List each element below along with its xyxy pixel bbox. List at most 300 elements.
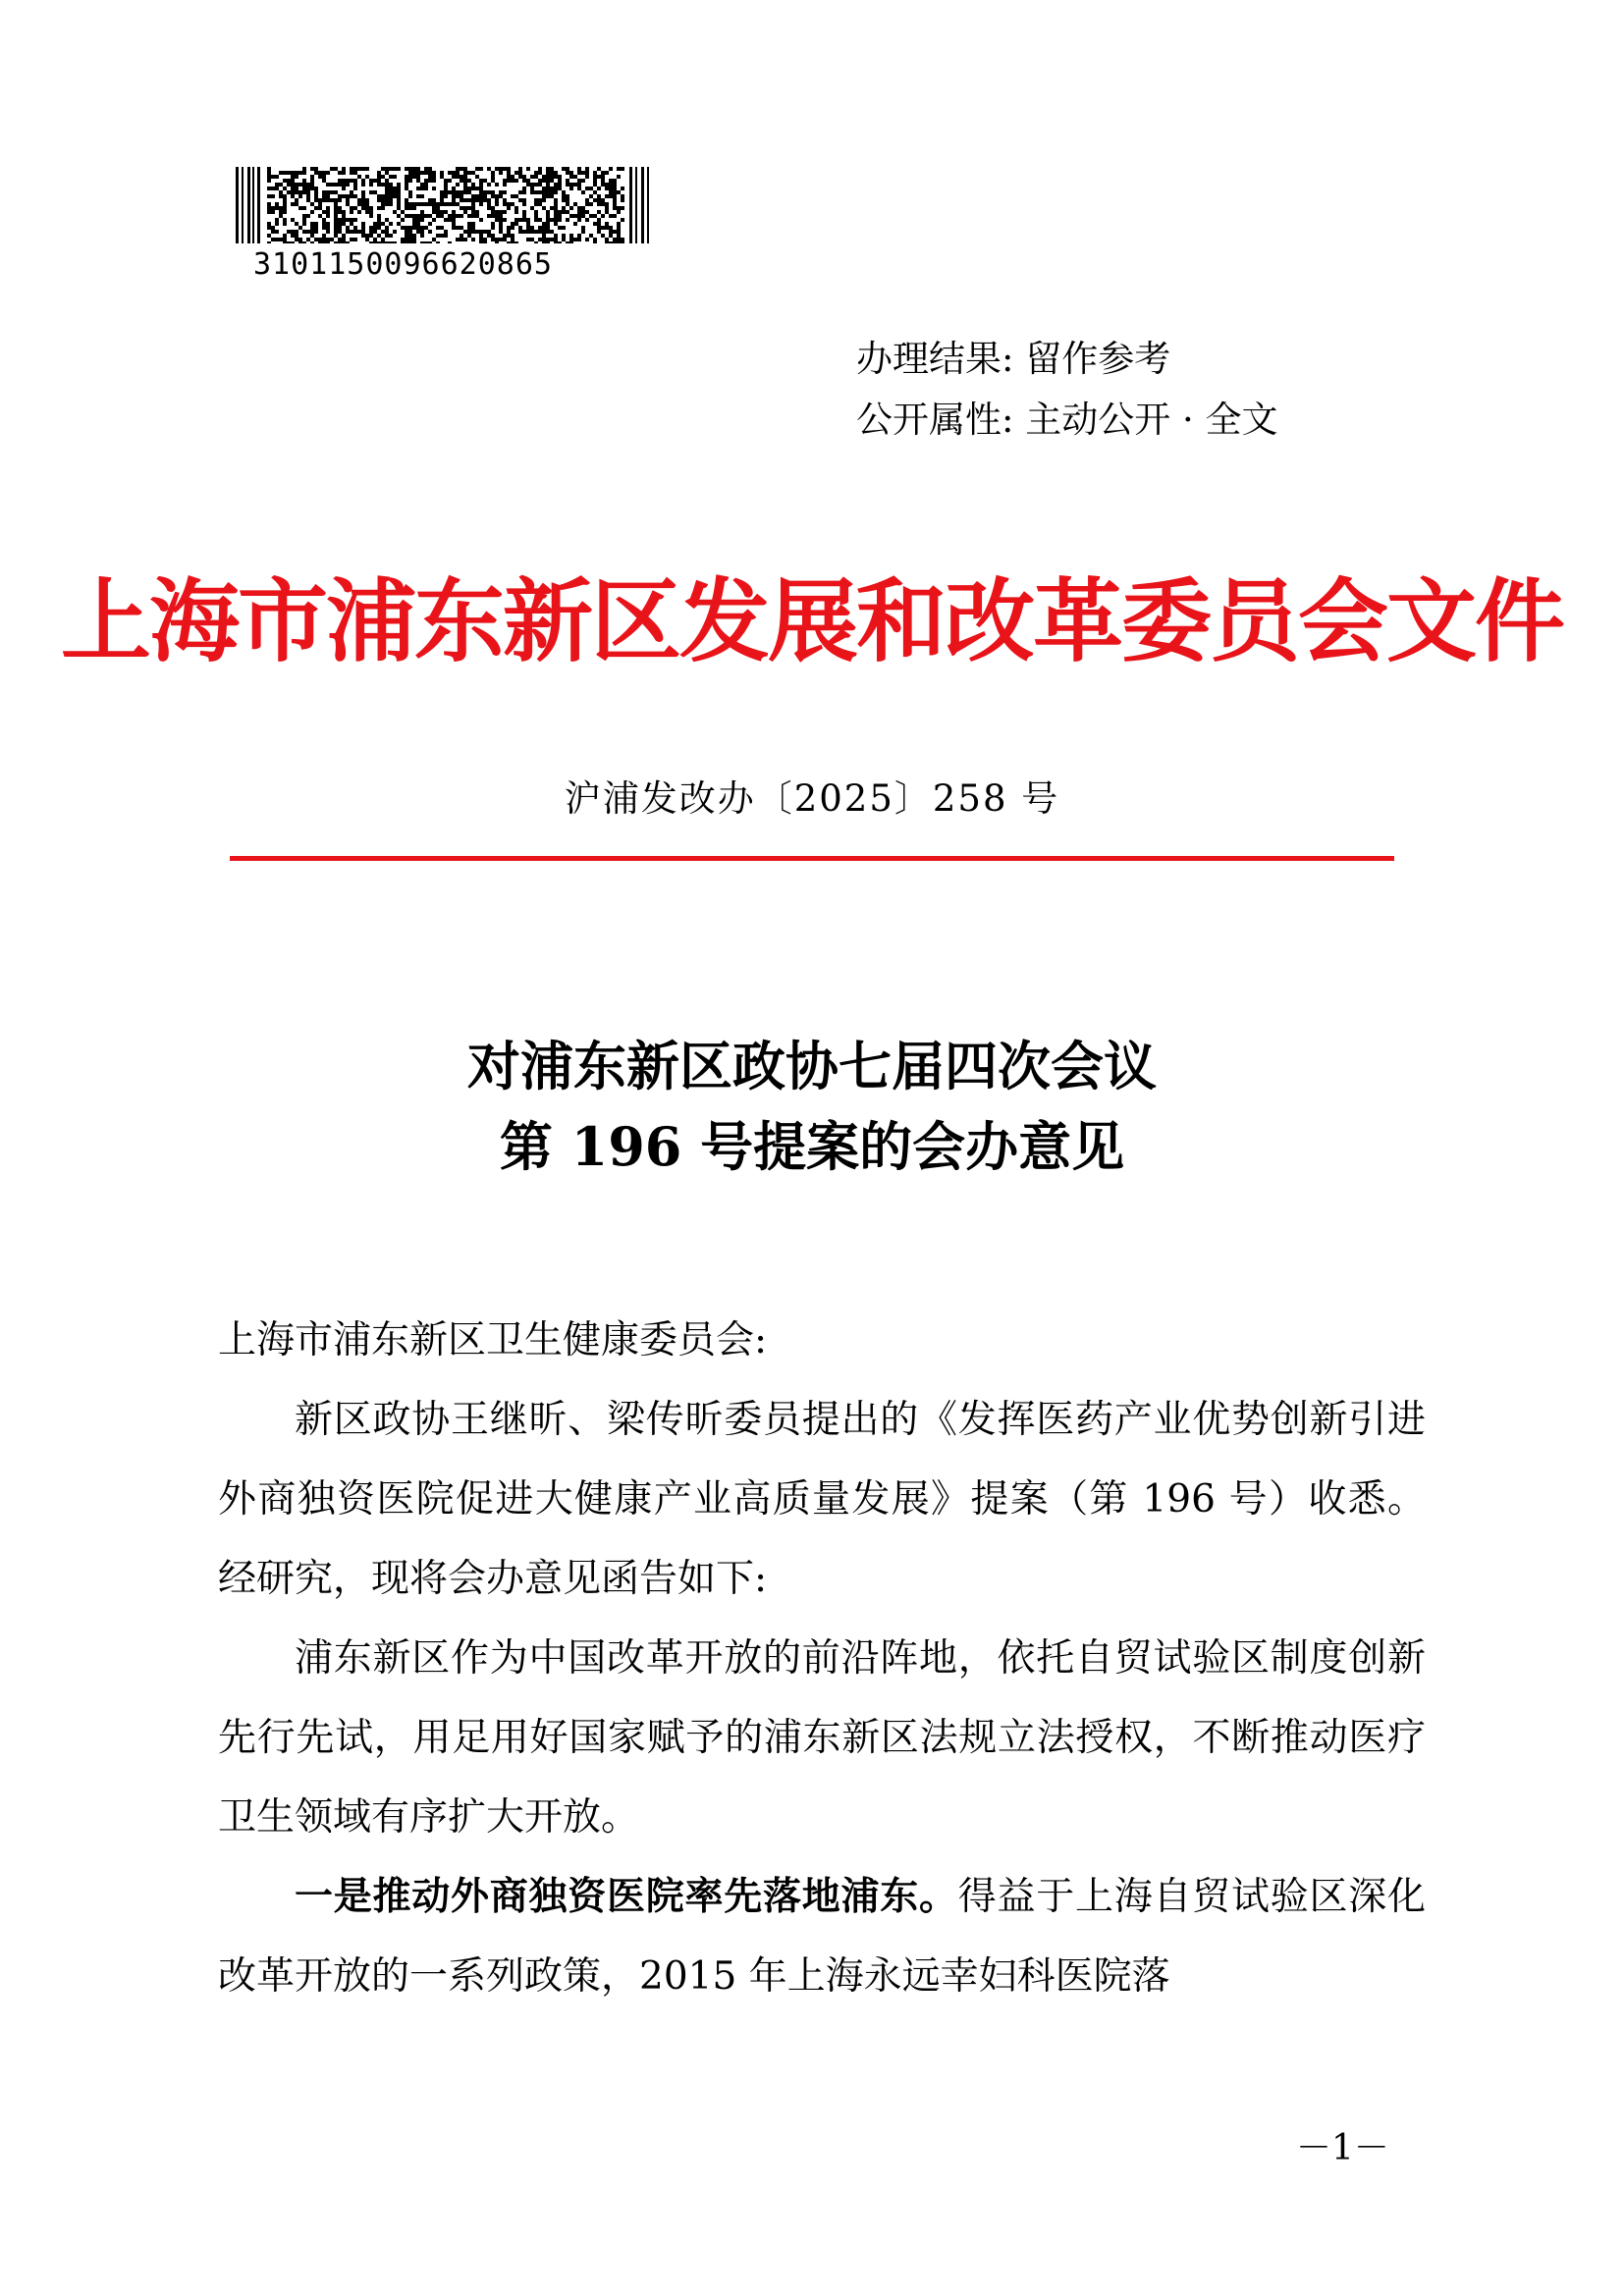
barcode-cell [577, 183, 581, 187]
barcode-cell [546, 210, 550, 214]
barcode-cell [573, 222, 577, 226]
barcode-cell [530, 183, 534, 187]
barcode-cell [318, 175, 322, 179]
barcode-cell [314, 171, 318, 175]
barcode-cell [467, 214, 471, 218]
barcode-cell [613, 187, 617, 190]
barcode-cell [377, 198, 381, 202]
barcode-cell [314, 198, 318, 202]
barcode-cell [310, 175, 314, 179]
barcode-cell [357, 202, 361, 206]
barcode-cell [562, 190, 566, 194]
barcode-cell [530, 238, 534, 241]
barcode-guard-bar [641, 167, 644, 243]
barcode-cell [452, 218, 456, 222]
barcode-cell [621, 206, 624, 210]
barcode-cell [275, 183, 279, 187]
barcode-cell [613, 206, 617, 210]
barcode-cell [518, 175, 522, 179]
barcode-cell [546, 190, 550, 194]
barcode-cell [601, 234, 605, 238]
barcode-cell [526, 183, 530, 187]
barcode-cell [463, 187, 467, 190]
barcode-cell [408, 241, 412, 243]
barcode-cell [526, 226, 530, 230]
barcode-cell [350, 190, 353, 194]
barcode-cell [609, 179, 613, 183]
barcode-cell [322, 210, 326, 214]
barcode-cell [463, 179, 467, 183]
barcode-guard-bar [635, 167, 637, 243]
barcode-cell [518, 218, 522, 222]
barcode-cell [420, 234, 424, 238]
barcode-cell [444, 210, 448, 214]
barcode-cell [495, 202, 499, 206]
barcode-cell [597, 222, 601, 226]
barcode-cell [420, 214, 424, 218]
barcode-cell [408, 214, 412, 218]
barcode-cell [562, 226, 566, 230]
barcode-cell [452, 171, 456, 175]
barcode-cell [365, 202, 369, 206]
barcode-cell [566, 194, 569, 198]
barcode-cell [546, 230, 550, 234]
barcode-cell [428, 202, 432, 206]
barcode-cell [424, 226, 428, 230]
barcode-cell [566, 198, 569, 202]
barcode-cell [562, 238, 566, 241]
barcode-cell [338, 230, 342, 234]
barcode-cell [287, 190, 291, 194]
barcode-cell [467, 187, 471, 190]
barcode-cell [334, 183, 338, 187]
barcode-cell [601, 183, 605, 187]
barcode-cell [436, 226, 440, 230]
barcode-cell [428, 198, 432, 202]
barcode-cell [605, 202, 609, 206]
barcode-cell [503, 167, 507, 171]
barcode-cell [275, 206, 279, 210]
barcode-cell [267, 187, 271, 190]
barcode-cell [585, 210, 589, 214]
barcode-cell [385, 167, 389, 171]
barcode-cell [287, 230, 291, 234]
barcode-cell [538, 190, 542, 194]
barcode-cell [405, 202, 408, 206]
barcode-cell [342, 218, 346, 222]
barcode-cell [487, 230, 491, 234]
barcode-cell [385, 194, 389, 198]
barcode-cell [420, 202, 424, 206]
barcode-cell [511, 241, 514, 243]
barcode-cell [518, 190, 522, 194]
barcode-cell [302, 206, 306, 210]
barcode-guard-bar [252, 167, 254, 243]
barcode-cell [554, 238, 558, 241]
barcode-cell [361, 206, 365, 210]
barcode-cell [338, 241, 342, 243]
barcode-cell [444, 179, 448, 183]
barcode-cell [353, 171, 357, 175]
barcode-cell [609, 214, 613, 218]
barcode-cell [514, 218, 518, 222]
barcode-cell [397, 167, 401, 171]
barcode-cell [467, 206, 471, 210]
barcode-cell [511, 226, 514, 230]
barcode-cell [302, 241, 306, 243]
salutation: 上海市浦东新区卫生健康委员会: [218, 1318, 768, 1362]
barcode-cell [534, 202, 538, 206]
barcode-cell [617, 241, 621, 243]
barcode-cell [499, 210, 503, 214]
barcode-cell [346, 241, 350, 243]
barcode-cell [397, 190, 401, 194]
barcode-cell [573, 238, 577, 241]
barcode-cell [330, 238, 334, 241]
barcode-cell [393, 210, 397, 214]
barcode-cell [408, 175, 412, 179]
barcode-cell [361, 194, 365, 198]
barcode-cell [593, 214, 597, 218]
barcode-cell [554, 198, 558, 202]
barcode-cell [338, 194, 342, 198]
barcode-cell [334, 206, 338, 210]
barcode-cell [416, 230, 420, 234]
barcode-cell [577, 179, 581, 183]
barcode-cell [373, 238, 377, 241]
barcode-cell [463, 171, 467, 175]
barcode-cell [471, 202, 475, 206]
barcode-cell [428, 222, 432, 226]
barcode-cell [267, 167, 271, 171]
barcode-cell [416, 218, 420, 222]
barcode-cell [467, 171, 471, 175]
barcode-cell [298, 226, 302, 230]
barcode-cell [617, 230, 621, 234]
barcode-cell [342, 179, 346, 183]
barcode-cell [577, 218, 581, 222]
barcode-cell [334, 230, 338, 234]
barcode-cell [597, 187, 601, 190]
barcode-cell [318, 171, 322, 175]
barcode-cell [267, 206, 271, 210]
barcode-cell [511, 194, 514, 198]
barcode-cell [310, 222, 314, 226]
barcode-cell [479, 234, 483, 238]
barcode-cell [381, 202, 385, 206]
barcode-cell [412, 222, 416, 226]
barcode-cell [412, 241, 416, 243]
barcode-cell [562, 167, 566, 171]
barcode-cell [424, 179, 428, 183]
barcode-cell [314, 238, 318, 241]
barcode-cell [585, 198, 589, 202]
barcode-cell [361, 222, 365, 226]
barcode-cell [436, 241, 440, 243]
barcode-cell [377, 214, 381, 218]
barcode-cell [499, 238, 503, 241]
barcode-cell [601, 179, 605, 183]
barcode-cell [279, 238, 283, 241]
barcode-cell [424, 214, 428, 218]
barcode-cell [346, 202, 350, 206]
barcode-cell [499, 222, 503, 226]
barcode-cell [475, 198, 479, 202]
barcode-cell [365, 206, 369, 210]
barcode-cell [546, 183, 550, 187]
barcode-cell [365, 175, 369, 179]
barcode-cell [550, 187, 554, 190]
barcode-cell [412, 214, 416, 218]
barcode-cell [597, 194, 601, 198]
barcode-cell [621, 218, 624, 222]
barcode-cell [271, 210, 275, 214]
barcode-cell [381, 206, 385, 210]
barcode-cell [467, 198, 471, 202]
barcode-cell [491, 175, 495, 179]
barcode-cell [593, 238, 597, 241]
barcode-cell [267, 241, 271, 243]
barcode-cell [460, 206, 463, 210]
barcode-cell [601, 214, 605, 218]
barcode-cell [432, 187, 436, 190]
barcode-cell [306, 198, 310, 202]
barcode-cell [428, 175, 432, 179]
barcode-cell [538, 179, 542, 183]
barcode-cell [463, 190, 467, 194]
barcode-cell [613, 241, 617, 243]
barcode-cell [550, 238, 554, 241]
barcode-cell [550, 230, 554, 234]
barcode-cell [550, 175, 554, 179]
barcode-cell [397, 202, 401, 206]
barcode-cell [283, 198, 287, 202]
barcode-cell [605, 226, 609, 230]
barcode-cell [499, 214, 503, 218]
barcode-cell [314, 222, 318, 226]
barcode-cell [507, 206, 511, 210]
barcode-cell [530, 175, 534, 179]
barcode-cell [275, 230, 279, 234]
barcode-cell [381, 183, 385, 187]
barcode-cell [456, 194, 460, 198]
barcode-cell [267, 171, 271, 175]
barcode-cell [542, 175, 546, 179]
barcode-cell [440, 175, 444, 179]
barcode-cell [507, 179, 511, 183]
barcode-cell [487, 183, 491, 187]
barcode-cell [463, 183, 467, 187]
barcode-graphic [236, 167, 653, 243]
barcode-cell [534, 214, 538, 218]
barcode-cell [342, 214, 346, 218]
barcode-cell [597, 210, 601, 214]
barcode-cell [538, 202, 542, 206]
barcode-cell [318, 241, 322, 243]
barcode-cell [295, 171, 298, 175]
barcode-cell [440, 202, 444, 206]
barcode-cell [408, 202, 412, 206]
barcode-cell [507, 175, 511, 179]
barcode-cell [460, 238, 463, 241]
barcode-cell [298, 241, 302, 243]
barcode-cell [491, 179, 495, 183]
barcode-cell [530, 187, 534, 190]
barcode-cell [479, 230, 483, 234]
barcode-cell [432, 179, 436, 183]
barcode-cell [444, 194, 448, 198]
barcode-cell [385, 179, 389, 183]
barcode-cell [597, 198, 601, 202]
barcode-cell [369, 179, 373, 183]
barcode-cell [613, 183, 617, 187]
barcode-cell [298, 238, 302, 241]
barcode-cell [416, 222, 420, 226]
barcode-cell [397, 198, 401, 202]
barcode-cell [554, 183, 558, 187]
document-number: 沪浦发改办〔2025〕258 号 [564, 777, 1060, 820]
barcode-cell [471, 194, 475, 198]
handling-result-value: 留作参考 [1025, 338, 1171, 380]
barcode-cell [389, 234, 393, 238]
barcode-cell [361, 179, 365, 183]
barcode-cell [428, 167, 432, 171]
barcode-cell [613, 202, 617, 206]
barcode-cell [581, 179, 585, 183]
barcode-cell [302, 230, 306, 234]
barcode-cell [405, 226, 408, 230]
barcode-cell [444, 218, 448, 222]
barcode-cell [342, 241, 346, 243]
barcode-cell [267, 226, 271, 230]
barcode-cell [589, 194, 593, 198]
barcode-guard-bar [629, 167, 632, 243]
barcode-cell [436, 210, 440, 214]
barcode-cell [377, 226, 381, 230]
barcode-cell [408, 179, 412, 183]
barcode-cell [613, 198, 617, 202]
barcode-cell [467, 230, 471, 234]
barcode-cell [302, 187, 306, 190]
barcode-cell [291, 187, 295, 190]
barcode-cell [361, 226, 365, 230]
barcode-cell [271, 238, 275, 241]
barcode-cell [542, 238, 546, 241]
disclosure-label: 公开属性: [856, 399, 1014, 441]
barcode-cell [621, 238, 624, 241]
barcode-cell [542, 206, 546, 210]
barcode-cell [283, 206, 287, 210]
barcode-cell [609, 190, 613, 194]
barcode-cell [377, 183, 381, 187]
barcode-cell [562, 198, 566, 202]
barcode-cell [550, 206, 554, 210]
barcode-cell [471, 183, 475, 187]
barcode-cell [318, 198, 322, 202]
barcode-cell [456, 214, 460, 218]
barcode-cell [440, 226, 444, 230]
barcode-cell [483, 179, 487, 183]
barcode-cell [279, 214, 283, 218]
barcode-cell [475, 194, 479, 198]
barcode-cell [448, 218, 452, 222]
barcode-cell [314, 167, 318, 171]
barcode-cell [577, 234, 581, 238]
barcode-cell [538, 238, 542, 241]
barcode-cell [408, 206, 412, 210]
barcode-cell [291, 218, 295, 222]
paragraph-1: 新区政协王继昕、梁传昕委员提出的《发挥医药产业优势创新引进外商独资医院促进大健康产业高质量发展》提案（第 196 号）收悉。经研究，现将会办意见函告如下: [218, 1398, 1426, 1601]
barcode-cell [452, 190, 456, 194]
barcode-cell [440, 210, 444, 214]
barcode-cell [499, 194, 503, 198]
barcode-cell [522, 210, 526, 214]
barcode-cell [566, 179, 569, 183]
barcode-cell [538, 183, 542, 187]
barcode-cell [310, 230, 314, 234]
barcode-cell [507, 202, 511, 206]
barcode-cell [487, 190, 491, 194]
barcode-cell [601, 198, 605, 202]
barcode-cell [353, 226, 357, 230]
barcode-cell [393, 175, 397, 179]
barcode-cell [424, 171, 428, 175]
barcode-cell [361, 230, 365, 234]
barcode-cell [271, 187, 275, 190]
barcode-cell [397, 183, 401, 187]
barcode-cell [511, 234, 514, 238]
barcode-cell [314, 187, 318, 190]
barcode-cell [334, 234, 338, 238]
barcode-cell [444, 234, 448, 238]
barcode-cell [609, 241, 613, 243]
barcode-cell [605, 222, 609, 226]
barcode-cell [491, 190, 495, 194]
barcode-cell [334, 198, 338, 202]
barcode-cell [318, 238, 322, 241]
barcode-cell [554, 241, 558, 243]
barcode-cell [330, 167, 334, 171]
barcode-cell [279, 171, 283, 175]
barcode-cell [581, 230, 585, 234]
barcode-cell [448, 179, 452, 183]
barcode-cell [302, 222, 306, 226]
barcode-cell [593, 183, 597, 187]
barcode-cell [530, 230, 534, 234]
barcode-cell [495, 167, 499, 171]
barcode-cell [499, 171, 503, 175]
barcode-cell [452, 175, 456, 179]
barcode-cell [507, 171, 511, 175]
barcode-cell [420, 171, 424, 175]
barcode-cell [389, 167, 393, 171]
barcode-cell [381, 238, 385, 241]
barcode-cell [471, 238, 475, 241]
barcode-cell [267, 202, 271, 206]
barcode-cell [569, 238, 573, 241]
barcode-cell [546, 241, 550, 243]
barcode-cell [546, 179, 550, 183]
barcode-cell [373, 226, 377, 230]
barcode-cell [597, 175, 601, 179]
barcode-cell [581, 171, 585, 175]
barcode-cell [585, 167, 589, 171]
barcode-cell [334, 222, 338, 226]
barcode-cell [412, 238, 416, 241]
barcode-cell [526, 179, 530, 183]
barcode-cell [330, 198, 334, 202]
barcode-cell [514, 210, 518, 214]
